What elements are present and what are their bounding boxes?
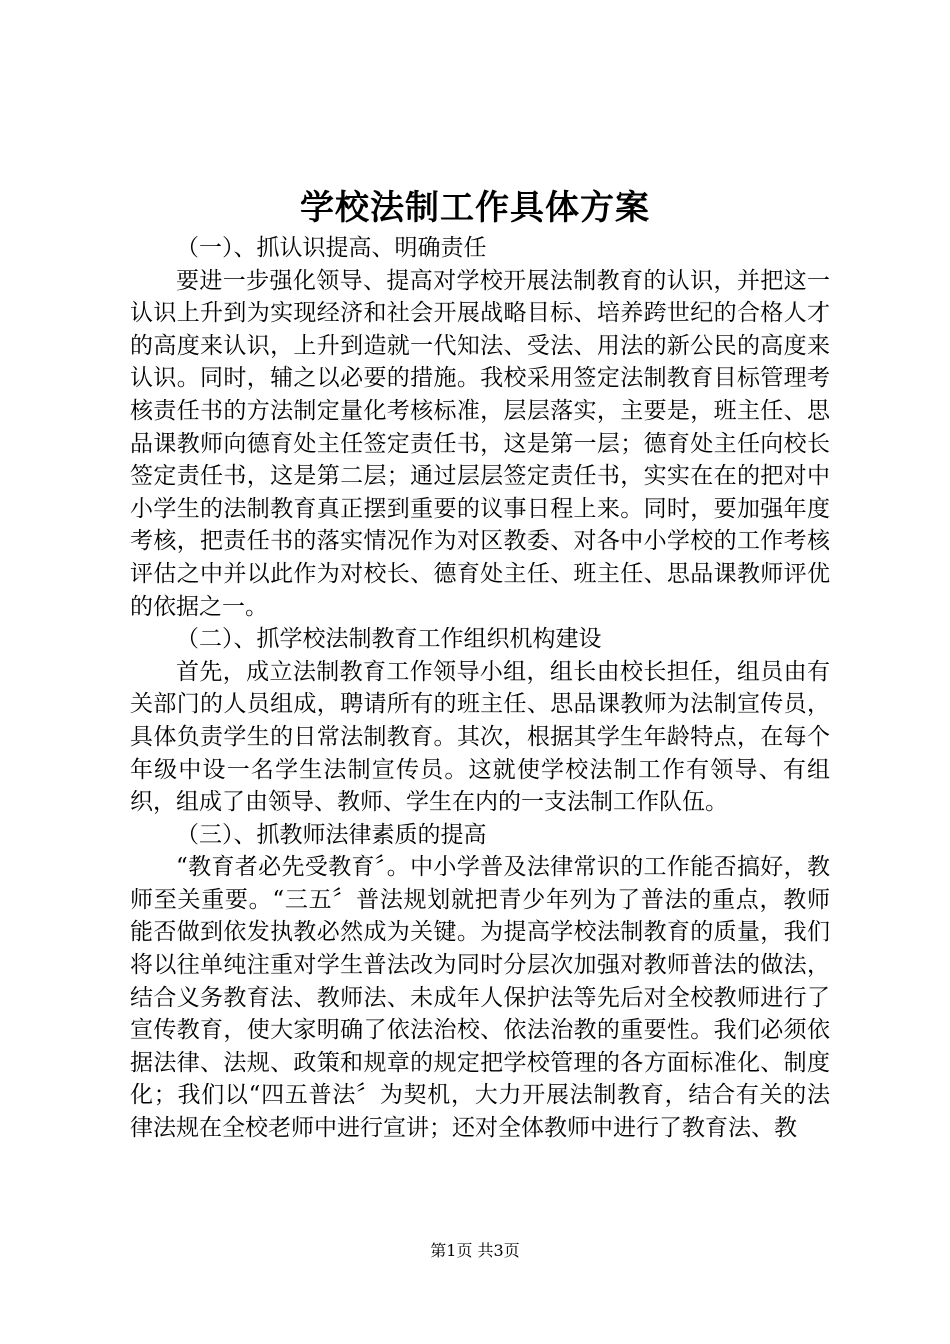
- section-heading-1: （一）、抓认识提高、明确责任: [176, 235, 487, 261]
- paragraph-1: 要进一步强化领导、提高对学校开展法制教育的认识，并把这一认识上升到为实现经济和社会开展战略目标、培养跨世纪的合格人才的高度来认识，上升到造就一代知法、受法、用法的新公民的高度来认识。同时，辅之以必要的措施。我校采用签定法制教育目标管理考核责任书的方法制定量化考核标准，层层落实，主要是，班主任、思品课教师向德育处主任签定责任书，这是第一层；德育处主任向校长签定责任书，这是第二层；通过层层签定责任书，实实在在的把对中小学生的法制教育真正摆到重要的议事日程上来。同时，要加强年度考核，把责任书的落实情况作为对区教委、对各中小学校的工作考核评估之中并以此作为对校长、德育处主任、班主任、思品课教师评优的依据之一。: [130, 267, 830, 620]
- page-footer: 第1页 共3页: [430, 1241, 520, 1260]
- document-body: [130, 232, 830, 1145]
- section-heading-3: （三）、抓教师法律素质的提高: [176, 821, 487, 848]
- document-title: 学校法制工作具体方案: [300, 188, 650, 228]
- paragraph-3: “教育者必先受教育〞。中小学普及法律常识的工作能否搞好，教师至关重要。“三五〞普法规划就把青少年列为了普法的重点，教师能否做到依发执教必然成为关键。为提高学校法制教育的质量，我们将以往单纯注重对学生普法改为同时分层次加强对教师普法的做法，结合义务教育法、教师法、未成年人保护法等先后对全校教师进行了宣传教育，使大家明确了依法治校、依法治教的重要性。我们必须依据法律、法规、政策和规章的规定把学校管理的各方面标准化、制度化；我们以“四五普法〞为契机，大力开展法制教育，结合有关的法律法规在全校老师中进行宣讲；还对全体教师中进行了教育法、教: [130, 854, 830, 1142]
- paragraph-2: 首先，成立法制教育工作领导小组，组长由校长担任，组员由有关部门的人员组成，聘请所有的班主任、思品课教师为法制宣传员，具体负责学生的日常法制教育。其次，根据其学生年龄特点，在每个年级中设一名学生法制宣传员。这就使学校法制工作有领导、有组织，组成了由领导、教师、学生在内的一支法制工作队伍。: [130, 658, 830, 816]
- section-heading-2: （二）、抓学校法制教育工作组织机构建设: [176, 626, 602, 653]
